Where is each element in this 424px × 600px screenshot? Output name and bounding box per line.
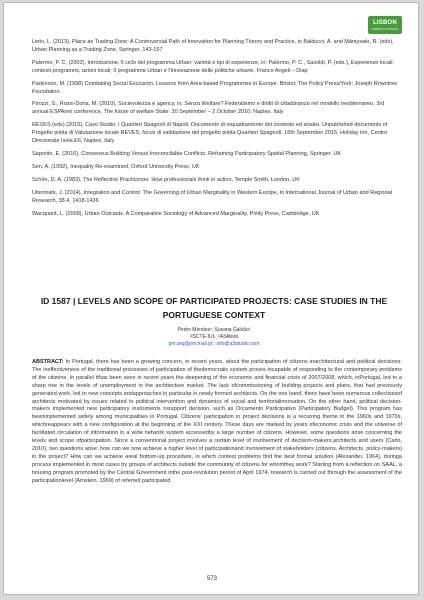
abstract-text: In Portugal, there has been a growing concern, in recent years, about the participation of citizens inarchitectural and political decisions. The ineffectiveness of the traditional processes of participation of thedemocratic system proves incapable of responding to the contemporary problems of the citizens. In parallel tthas been seen in recent years the deepening of the economic and financial crisis of 2007/2008, which, inPortugal, led to a sharp rise in the levels of unemployment in the architecture market. The lack ofcommissioning of building projects and plans, that had previously generated work, led to new concepts andapproaches in particular in newly formed architects. On the one hand, there have been numerous collectivesof architects motivated by issues related to political intervention and dynamics of social and territorialinnovation. On the other hand, political decision-makers implemented new participatory instruments tosupport decision, such as Orçamento Participativo (Participatory Budget). This program has beenimplemented widely among municipalities in Portugal. Citizens' participation in project decisions is a recurring theme in the 1960s and 1970s, whichreappears with a new configuration at the beginning of the XXI century. These days are marked by years ofeconomic crisis and the universe of facilitated circulation of information in a wide network system accessedby a large number of citizens. However, some questions arise concerning the levels and scope ofparticipation. Since a conventional project involves a certain level of involvement of decision-makers,architects and users (Carlo, 2010), two questions arise: how can we now achieve a higher level of participationand involvement of stakeholders (citizens, Architects, policy-makers) in the project? How can we achieve areal bottom-up procedure, in which context problems find the best formal solution (Alexander, 1964), duringa process implemented in most cases by groups of architects outside the community of citizens for whomthey work? Starting from a reflection on SAAL, a housing program promoted by the Central Government inthe post-revolution period of April 1974, research is carried out through the assessment of the participationlevel (Arnstein, 1969) of referred participated	[32, 359, 402, 484]
reference-item: REVES (eds) (2015), Caso Studio: i Quartieri Spagnoli di Napoli. Documento di inquadramento del contesto ed analisi. Unpublished documents of Progetto pilota di Valutazione locale REVES, focus di validazione del progetto pilota Quartieri Spagnoli, 16th September 2015, Holiday Inn, Centro Direzionale Isola E6, Naples, Italy	[32, 122, 388, 145]
reference-item: Palermo, P. C. (2002), Introduzione. Il ciclo del programma Urban: varietà e tipi di esperienze, in: Palermo, P. C., Savoldi, P. (eds.), Esperienze locali: contesti programmi, azioni locali; Il programma Urban e l'innovazione delle politiche urbane, Franco Angeli – Diap	[32, 59, 394, 74]
reference-list	[32, 39, 402, 223]
logo-subtext: URBAN PLANNING	[371, 27, 399, 31]
paper-title: ID 1587 | LEVELS AND SCOPE OF PARTICIPATED PROJECTS: CASE STUDIES IN THE PORTUGUESE CONTEXT	[40, 296, 388, 320]
author-names: Pedro Mendes¹; Susana Galvão²	[177, 327, 251, 333]
reference-item: Parkinson, M. (1998) Combating Social Exclusion: Lessons from Area-based Programmes in Europe. Bristol: The Policy Press/York: Joseph Rowntree Foundation.	[32, 80, 398, 95]
conference-logo	[368, 16, 402, 34]
reference-item: Uitermark, J. (2014), Integration and Control: The Governing of Urban Marginality in Western Europe, in International Journal of Urban and Regional Research, 38.4, 1418-1436	[32, 189, 392, 204]
logo-text: LISBON	[373, 20, 397, 26]
reference-item: Pirozzi, S., Rossi-Doria, M. (2010), Socievolezza e agency, in: Senza Welfare? Federalismo e diritti di cittadinanza nel modello mediterraneo, 3rd annual ESPAnet conference, The future of welfare State: 30 September – 2 October 2010, Naples, Italy	[32, 101, 385, 116]
author-affiliations: ¹ISCTE-IUL; ²A3Atelio	[189, 334, 239, 340]
author-emails[interactable]: pm.arq@pm.mail.pt ; info@a3studio.com	[168, 341, 260, 347]
document-page	[3, 2, 419, 595]
page-number: 573	[206, 576, 217, 582]
reference-item: Wacquant, L. (2008), Urban Outcasts. A Comparative Sociology of Advanced Marginality, Polity Press, Cambridge, UK	[32, 210, 320, 217]
abstract-label: ABSTRACT:	[32, 359, 64, 365]
reference-item: Lieto, L. (2013), Place as Trading Zone: A Controversial Path of Innovation for Planning Theory and Practice, in Balducci, A. and Mäntysalo, R. (eds), Urban Planning as a Trading Zone, Springer, 143-157	[32, 39, 394, 53]
reference-item: Saporito, E. (2016), Consensus Building Versus Irreconcilable Conflicts. Reframing Participatory Spatial Planning, Springer, UK	[32, 150, 342, 157]
abstract	[32, 359, 402, 486]
author-block	[32, 327, 396, 348]
reference-item: Sen, A. (1992), Inequality Re-examined, Oxford University Press, UK	[32, 163, 200, 170]
reference-item: Schön, D. A. (1983), The Reflective Practicioner. How professionals think in action, Temple Smith, London, UK	[32, 176, 300, 183]
